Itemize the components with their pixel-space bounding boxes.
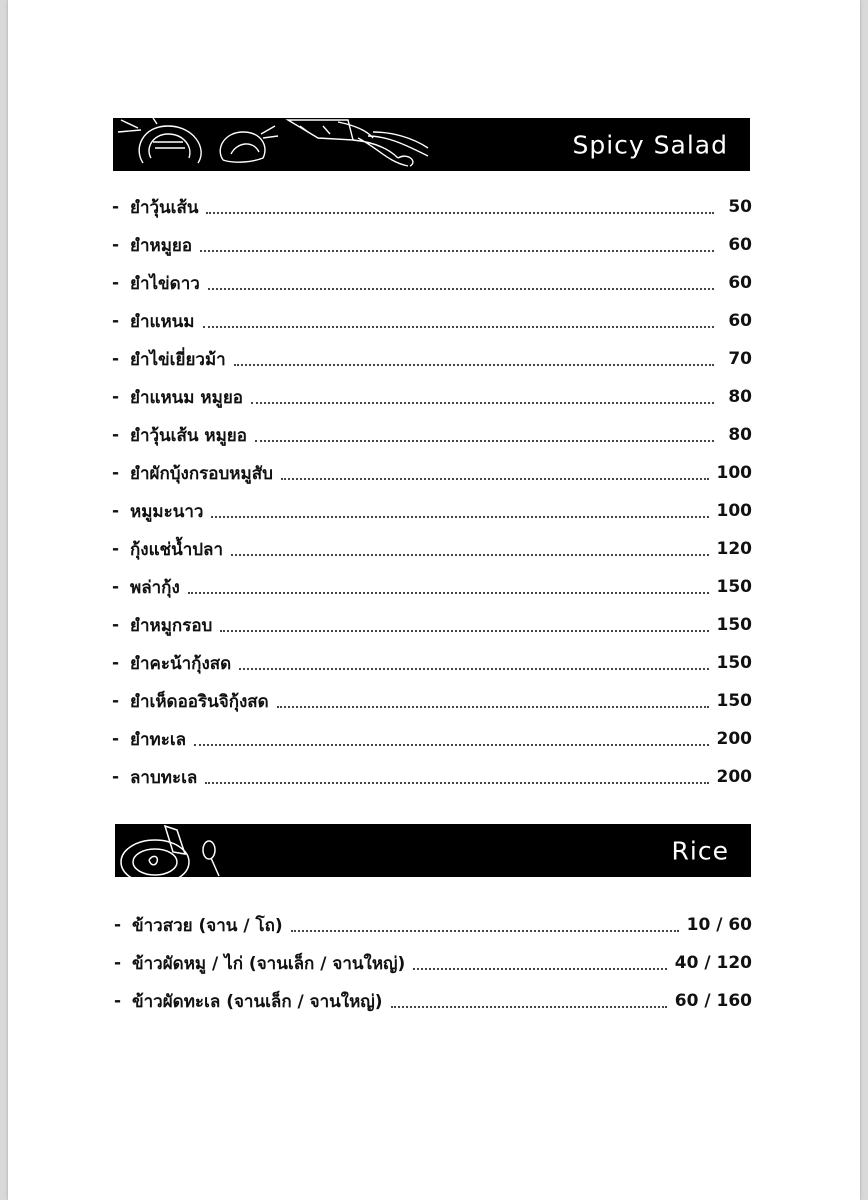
list-item xyxy=(112,492,752,530)
item-price: 150 xyxy=(716,577,752,597)
item-name: ยำไข่เยี่ยวม้า xyxy=(130,349,226,370)
rice-list xyxy=(114,906,752,1020)
leader-dots xyxy=(231,550,708,556)
leader-dots xyxy=(413,964,667,970)
list-item xyxy=(114,944,752,982)
item-name: ข้าวสวย (จาน / โถ) xyxy=(132,915,283,936)
item-name: ยำหมูกรอบ xyxy=(130,615,213,636)
item-bullet: - xyxy=(112,387,120,407)
item-name: ยำไข่ดาว xyxy=(130,273,200,294)
item-price: 60 xyxy=(728,311,752,331)
list-item xyxy=(114,906,752,944)
list-item xyxy=(112,226,752,264)
item-name: ยำวุ้นเส้น หมูยอ xyxy=(130,425,247,446)
list-item xyxy=(112,454,752,492)
list-item xyxy=(112,606,752,644)
leader-dots xyxy=(239,664,708,670)
item-price: 200 xyxy=(716,729,752,749)
list-item xyxy=(114,982,752,1020)
leader-dots xyxy=(220,626,708,632)
section-title: Rice xyxy=(671,836,729,865)
item-price: 150 xyxy=(716,691,752,711)
item-bullet: - xyxy=(112,463,120,483)
list-item xyxy=(112,188,752,226)
item-price: 100 xyxy=(716,463,752,483)
section-title: Spicy Salad xyxy=(572,130,728,159)
item-price: 120 xyxy=(716,539,752,559)
list-item xyxy=(112,416,752,454)
item-bullet: - xyxy=(112,235,120,255)
leader-dots xyxy=(194,740,708,746)
item-bullet: - xyxy=(112,729,120,749)
item-bullet: - xyxy=(114,991,122,1011)
spicy-salad-list xyxy=(112,188,752,796)
item-bullet: - xyxy=(112,653,120,673)
item-name: พล่ากุ้ง xyxy=(130,577,180,598)
item-price: 150 xyxy=(716,615,752,635)
item-name: ยำหมูยอ xyxy=(130,235,193,256)
item-bullet: - xyxy=(112,767,120,787)
item-bullet: - xyxy=(112,197,120,217)
leader-dots xyxy=(211,512,708,518)
list-item xyxy=(112,378,752,416)
spicy-salad-banner xyxy=(113,118,750,171)
item-price: 150 xyxy=(716,653,752,673)
leader-dots xyxy=(203,322,715,328)
leader-dots xyxy=(200,246,714,252)
list-item xyxy=(112,644,752,682)
leader-dots xyxy=(291,926,679,932)
list-item xyxy=(112,340,752,378)
leader-dots xyxy=(391,1002,667,1008)
item-name: กุ้งแช่น้ำปลา xyxy=(130,539,224,560)
list-item xyxy=(112,530,752,568)
item-name: ข้าวผัดทะเล (จานเล็ก / จานใหญ่) xyxy=(132,991,383,1012)
list-item xyxy=(112,264,752,302)
item-name: ยำทะเล xyxy=(130,729,187,750)
item-bullet: - xyxy=(112,577,120,597)
item-price: 100 xyxy=(716,501,752,521)
leader-dots xyxy=(205,778,708,784)
leader-dots xyxy=(277,702,709,708)
item-bullet: - xyxy=(114,953,122,973)
item-name: ยำแหนม หมูยอ xyxy=(130,387,243,408)
leader-dots xyxy=(251,398,714,404)
item-bullet: - xyxy=(112,501,120,521)
leader-dots xyxy=(208,284,714,290)
leader-dots xyxy=(188,588,709,594)
item-name: ยำผักบุ้งกรอบหมูสับ xyxy=(130,463,273,484)
item-price: 70 xyxy=(728,349,752,369)
spoon-icon xyxy=(195,824,235,877)
item-bullet: - xyxy=(112,349,120,369)
list-item xyxy=(112,568,752,606)
leader-dots xyxy=(281,474,709,480)
item-price: 10 / 60 xyxy=(686,915,752,935)
item-bullet: - xyxy=(112,539,120,559)
list-item xyxy=(112,720,752,758)
item-price: 200 xyxy=(716,767,752,787)
list-item xyxy=(112,758,752,796)
item-name: ยำคะน้ากุ้งสด xyxy=(130,653,232,674)
item-name: หมูมะนาว xyxy=(130,501,204,522)
item-name: ลาบทะเล xyxy=(130,767,198,788)
item-name: ข้าวผัดหมู / ไก่ (จานเล็ก / จานใหญ่) xyxy=(132,953,406,974)
item-name: ยำแหนม xyxy=(130,311,195,332)
leader-dots xyxy=(255,436,714,442)
item-price: 60 xyxy=(728,235,752,255)
item-name: ยำวุ้นเส้น xyxy=(130,197,199,218)
item-name: ยำเห็ดออรินจิกุ้งสด xyxy=(130,691,269,712)
list-item xyxy=(112,682,752,720)
item-price: 60 / 160 xyxy=(674,991,752,1011)
item-bullet: - xyxy=(114,915,122,935)
item-bullet: - xyxy=(112,425,120,445)
leader-dots xyxy=(206,208,714,214)
item-bullet: - xyxy=(112,273,120,293)
leader-dots xyxy=(234,360,714,366)
item-bullet: - xyxy=(112,311,120,331)
item-price: 80 xyxy=(728,387,752,407)
squid-icon xyxy=(278,118,608,171)
menu-page xyxy=(8,0,860,1200)
item-price: 40 / 120 xyxy=(674,953,752,973)
item-price: 60 xyxy=(728,273,752,293)
list-item xyxy=(112,302,752,340)
item-bullet: - xyxy=(112,615,120,635)
item-price: 50 xyxy=(728,197,752,217)
rice-banner xyxy=(115,824,751,877)
item-price: 80 xyxy=(728,425,752,445)
item-bullet: - xyxy=(112,691,120,711)
